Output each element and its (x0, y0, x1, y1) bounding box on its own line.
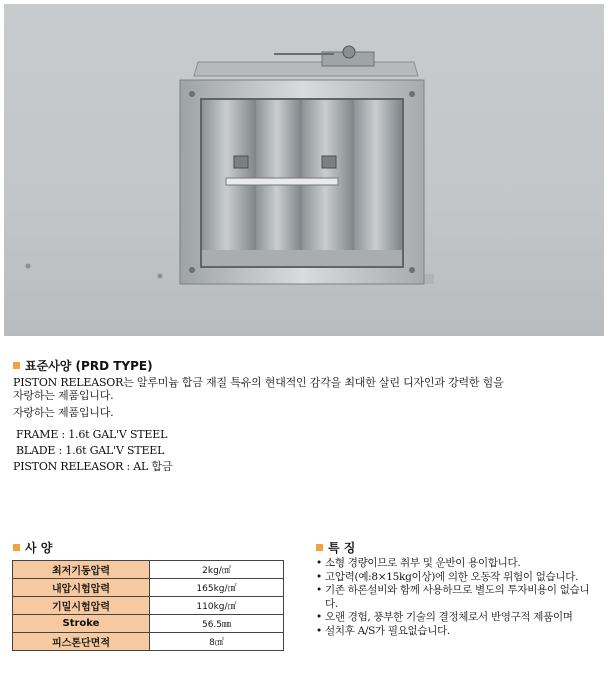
list-item: • 소형 경량이므로 취부 및 운반이 용이합니다. (316, 557, 521, 569)
features-list (316, 557, 601, 638)
list-item: • 오랜 경험, 풍부한 기술의 결정체로서 반영구적 제품이며 (316, 611, 573, 623)
standard-spec-description (13, 376, 504, 419)
spec-label: 최저기동압력 (13, 561, 150, 579)
spec-label: 피스톤단면적 (13, 633, 150, 651)
list-item: • 고압력(예:8×15kg이상)에 의한 오동작 위험이 없습니다. (316, 570, 579, 583)
material-blade: BLADE : 1.6t GAL'V STEEL (16, 444, 165, 457)
bullet-icon: • (316, 557, 322, 569)
material-frame: FRAME : 1.6t GAL'V STEEL (16, 428, 168, 441)
table-row (13, 633, 284, 651)
orange-square-icon (13, 544, 20, 551)
description-line: 자랑하는 제품입니다. (13, 406, 114, 419)
spec-label: 내압시험압력 (13, 579, 150, 597)
materials-list (13, 428, 172, 473)
list-item: • 설치후 A/S가 필요없습니다. (316, 624, 450, 637)
bullet-icon: • (316, 611, 322, 623)
features-heading: 특 징 (316, 539, 355, 556)
product-photo (4, 4, 604, 336)
spec-value: 165kg/㎠ (150, 579, 284, 597)
standard-spec-heading: 표준사양 (PRD TYPE) (13, 357, 153, 374)
list-item: • 기존 하론설비와 함께 사용하므로 별도의 투자비용이 없습니다. (316, 584, 590, 610)
spec-value: 2kg/㎠ (150, 561, 284, 579)
spec-label: Stroke (13, 615, 150, 633)
table-row (13, 615, 284, 633)
fire-damper-image (4, 4, 604, 336)
material-piston: PISTON RELEASOR : AL 합금 (13, 460, 173, 473)
bullet-icon: • (316, 570, 322, 583)
description-line: 자랑하는 제품입니다. (13, 389, 114, 402)
table-row (13, 579, 284, 597)
spec-label: 기밀시험압력 (13, 597, 150, 615)
table-row (13, 597, 284, 615)
bullet-icon: • (316, 624, 322, 637)
orange-square-icon (316, 544, 323, 551)
spec-heading: 사 양 (13, 539, 52, 556)
spec-value: 56.5㎜ (150, 615, 284, 633)
spec-value: 8㎠ (150, 633, 284, 651)
bullet-icon: • (316, 584, 322, 596)
spec-table (12, 560, 284, 651)
description-line: PISTON RELEASOR는 알루미늄 합금 재질 특유의 현대적인 감각을 최대한 살린 디자인과 강력한 힘을 (13, 376, 504, 389)
table-row (13, 561, 284, 579)
orange-square-icon (13, 362, 20, 369)
spec-value: 110kg/㎠ (150, 597, 284, 615)
